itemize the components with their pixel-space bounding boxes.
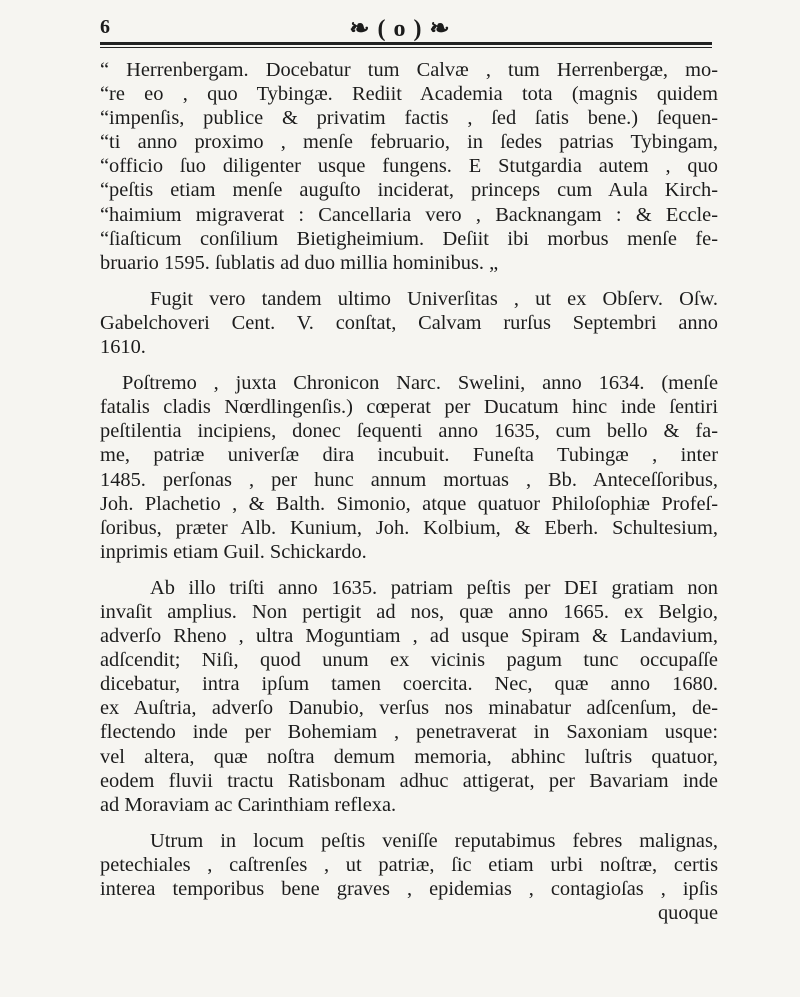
text-line: “haimium migraverat : Cancellaria vero , Backnangam : & Eccle- [100, 203, 718, 226]
text-line: interea temporibus bene graves , epidemias , contagioſas , ipſis [100, 878, 718, 900]
text-line: “officio ſuo diligenter usque fungens. E Stutgardia autem , quo [100, 155, 718, 178]
body-text [100, 58, 718, 925]
text-line: ſoribus, præter Alb. Kunium, Joh. Kolbium, & Eberh. Schultesium, [100, 516, 718, 539]
text-line: Poſtremo , juxta Chronicon Narc. Swelini, anno 1634. (menſe [122, 372, 718, 395]
text-line: 1610. [100, 336, 146, 359]
text-line: adſcendit; Niſi, quod unum ex vicinis pagum tunc occupaſſe [100, 649, 718, 672]
text-line: Gabelchoveri Cent. V. conſtat, Calvam rurſus Septembri anno [100, 311, 718, 334]
header-rule-thin [100, 47, 712, 48]
text-line: Ab illo triſti anno 1635. patriam peſtis per DEI gratiam non [150, 576, 718, 599]
text-line: Joh. Plachetio , & Balth. Simonio, atque quatuor Philoſophiæ Profeſ- [100, 492, 718, 515]
text-line: ad Moraviam ac Carinthiam reflexa. [100, 793, 397, 816]
text-line: 1485. perſonas , per hunc annum mortuas , Bb. Anteceſſoribus, [100, 468, 718, 491]
text-line: adverſo Rheno , ultra Moguntiam , ad usque Spiram & Landavium, [100, 625, 718, 648]
text-line: fatalis cladis Nœrdlingenſis.) cœperat per Ducatum hinc inde ſentiri [100, 396, 718, 419]
header-center-text: ( o ) [377, 16, 423, 42]
text-line: bruario 1595. ſublatis ad duo millia hominibus. „ [100, 251, 499, 274]
text-line: Utrum in locum peſtis veniſſe reputabimus febres malignas, [150, 829, 718, 852]
header-title [0, 14, 800, 43]
text-line: dicebatur, intra ipſum tamen coercita. Nec, quæ anno 1680. [100, 673, 718, 696]
text-line: peſtilentia incipiens, donec ſequenti anno 1635, cum bello & fa- [100, 420, 718, 443]
text-line: invaſit amplius. Non pertigit ad nos, quæ anno 1665. ex Belgio, [100, 600, 718, 623]
text-line: “ſiaſticum conſilium Bietigheimium. Deſiit ibi morbus menſe fe- [100, 227, 718, 250]
text-line: ex Auſtria, adverſo Danubio, verſus nos minabatur adſcenſum, de- [100, 697, 718, 720]
text-line: “re eo , quo Tybingæ. Rediit Academia tota (magnis quidem [100, 83, 718, 106]
text-line: “peſtis etiam menſe auguſto inciderat, princeps cum Aula Kirch- [100, 179, 718, 202]
header-rule [100, 42, 712, 45]
text-line: “ti anno proximo , menſe februario, in ſedes patrias Tybingam, [100, 131, 718, 154]
ornament-right-icon: ❧ [429, 16, 451, 42]
text-line: me, patriæ univerſæ dira incubuit. Funeſta Tubingæ , inter [100, 444, 718, 467]
text-line: “impenſis, publice & privatim factis , ſed ſatis bene.) ſequen- [100, 107, 718, 130]
text-line: vel altera, quæ noſtra demum memoria, abhinc luſtris quatuor, [100, 745, 718, 768]
text-line: flectendo inde per Bohemiam , penetraverat in Saxoniam usque: [100, 721, 718, 744]
ornament-left-icon: ❧ [349, 16, 371, 42]
text-line: Fugit vero tandem ultimo Univerſitas , ut ex Obſerv. Oſw. [150, 287, 718, 310]
text-line: “ Herrenbergam. Docebatur tum Calvæ , tum Herrenbergæ, mo- [100, 59, 718, 81]
catchword: quoque [657, 902, 718, 925]
text-line: petechiales , caſtrenſes , ut patriæ, ſic etiam urbi noſtræ, certis [100, 853, 718, 876]
text-line: eodem fluvii tractu Ratisbonam adhuc attigerat, per Bavariam inde [100, 769, 718, 792]
page-number: 6 [100, 16, 110, 38]
text-line: inprimis etiam Guil. Schickardo. [100, 540, 367, 563]
